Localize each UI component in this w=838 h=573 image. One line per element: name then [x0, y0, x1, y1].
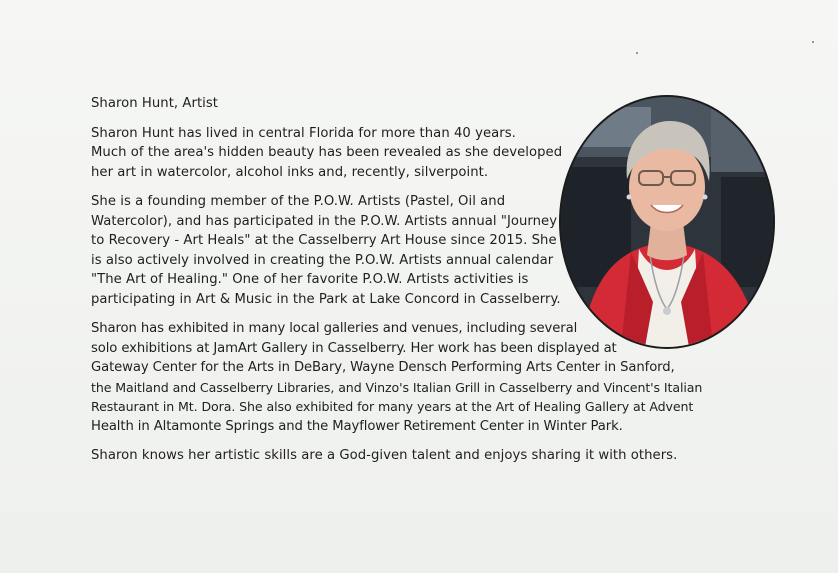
text-line: Health in Altamonte Springs and the Mayflower Retirement Center in Winter Park. [91, 418, 623, 434]
artist-portrait-photo [559, 95, 775, 349]
text-line: Watercolor), and has participated in the P.O.W. Artists annual "Journey [91, 213, 558, 229]
portrait-illustration [561, 97, 773, 347]
speck [636, 52, 638, 54]
text-line: Much of the area's hidden beauty has been revealed as she developed [91, 145, 563, 160]
text-line: Sharon Hunt has lived in central Florida for more than 40 years. [91, 125, 516, 141]
text-line: Sharon knows her artistic skills are a God-given talent and enjoys sharing it with others. [91, 448, 678, 463]
text-line: to Recovery - Art Heals" at the Casselberry Art House since 2015. She [91, 233, 557, 248]
text-line: She is a founding member of the P.O.W. Artists (Pastel, Oil and [91, 194, 506, 209]
text-line: Sharon has exhibited in many local galleries and venues, including several [91, 321, 578, 336]
text-line: Gateway Center for the Arts in DeBary, Wayne Densch Performing Arts Center in Sanford, [91, 360, 675, 375]
speck [812, 41, 814, 43]
paragraph-closing [91, 446, 741, 466]
bio-heading: Sharon Hunt, Artist [91, 96, 219, 111]
text-line: is also actively involved in creating the P.O.W. Artists annual calendar [91, 252, 554, 268]
text-line: "The Art of Healing." One of her favorite P.O.W. Artists activities is [91, 272, 529, 287]
text-line: Restaurant in Mt. Dora. She also exhibited for many years at the Art of Healing Gallery at Advent [91, 399, 694, 414]
text-line: the Maitland and Casselberry Libraries, and Vinzo's Italian Grill in Casselberry and Vincent's Italian [91, 379, 703, 395]
text-line: solo exhibitions at JamArt Gallery in Casselberry. Her work has been displayed at [91, 340, 617, 356]
text-line: participating in Art & Music in the Park at Lake Concord in Casselberry. [91, 291, 561, 307]
text-line: her art in watercolor, alcohol inks and, recently, silverpoint. [91, 164, 489, 180]
